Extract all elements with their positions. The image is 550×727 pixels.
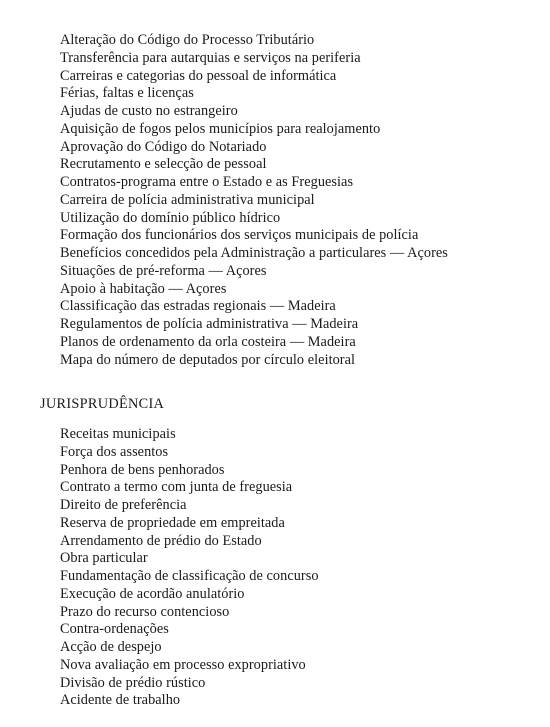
jurisprudence-heading: JURISPRUDÊNCIA	[40, 396, 165, 412]
list-item: Fundamentação de classificação de concurso	[60, 568, 319, 584]
list-item: Ajudas de custo no estrangeiro	[60, 103, 238, 119]
list-item: Carreira de polícia administrativa municipal	[60, 191, 315, 208]
list-item: Penhora de bens penhorados	[60, 461, 225, 478]
list-item: Direito de preferência	[60, 497, 187, 513]
list-item: Utilização do domínio público hídrico	[60, 209, 281, 226]
list-item: Contra-ordenações	[60, 621, 169, 638]
legislation-list	[60, 32, 448, 369]
list-item: Transferência para autarquias e serviços na periferia	[60, 49, 361, 66]
list-item: Alteração do Código do Processo Tributário	[60, 32, 315, 48]
list-item: Força dos assentos	[60, 443, 169, 460]
list-item: Acidente de trabalho	[60, 692, 181, 709]
list-item: Arrendamento de prédio do Estado	[60, 532, 262, 549]
list-item: Situações de pré-reforma — Açores	[60, 262, 267, 279]
list-item: Prazo do recurso contencioso	[60, 603, 230, 620]
list-item: Divisão de prédio rústico	[60, 674, 206, 691]
list-item: Classificação das estradas regionais — Madeira	[60, 298, 336, 315]
list-item: Benefícios concedidos pela Administração a particulares — Açores	[60, 245, 448, 261]
list-item: Aprovação do Código do Notariado	[60, 138, 267, 155]
list-item: Contrato a termo com junta de freguesia	[60, 479, 293, 496]
list-item: Planos de ordenamento da orla costeira — Madeira	[60, 333, 356, 350]
list-item: Recrutamento e selecção de pessoal	[60, 156, 267, 173]
list-item: Execução de acordão anulatório	[60, 585, 245, 602]
list-item: Nova avaliação em processo expropriativo	[60, 656, 306, 673]
list-item: Acção de despejo	[60, 639, 162, 655]
list-item: Aquisição de fogos pelos municípios para realojamento	[60, 120, 381, 137]
list-item: Receitas municipais	[60, 426, 176, 442]
list-item: Carreiras e categorias do pessoal de informática	[60, 67, 337, 84]
list-item: Contratos-programa entre o Estado e as Freguesias	[60, 174, 354, 190]
list-item: Obra particular	[60, 550, 148, 567]
list-item: Formação dos funcionários dos serviços municipais de polícia	[60, 227, 419, 244]
list-item: Apoio à habitação — Açores	[60, 280, 227, 297]
list-item: Férias, faltas e licenças	[60, 85, 194, 102]
list-item: Regulamentos de polícia administrativa — Madeira	[60, 316, 359, 332]
list-item: Reserva de propriedade em empreitada	[60, 514, 285, 531]
jurisprudence-list	[60, 426, 319, 710]
list-item: Mapa do número de deputados por círculo eleitoral	[60, 351, 356, 368]
